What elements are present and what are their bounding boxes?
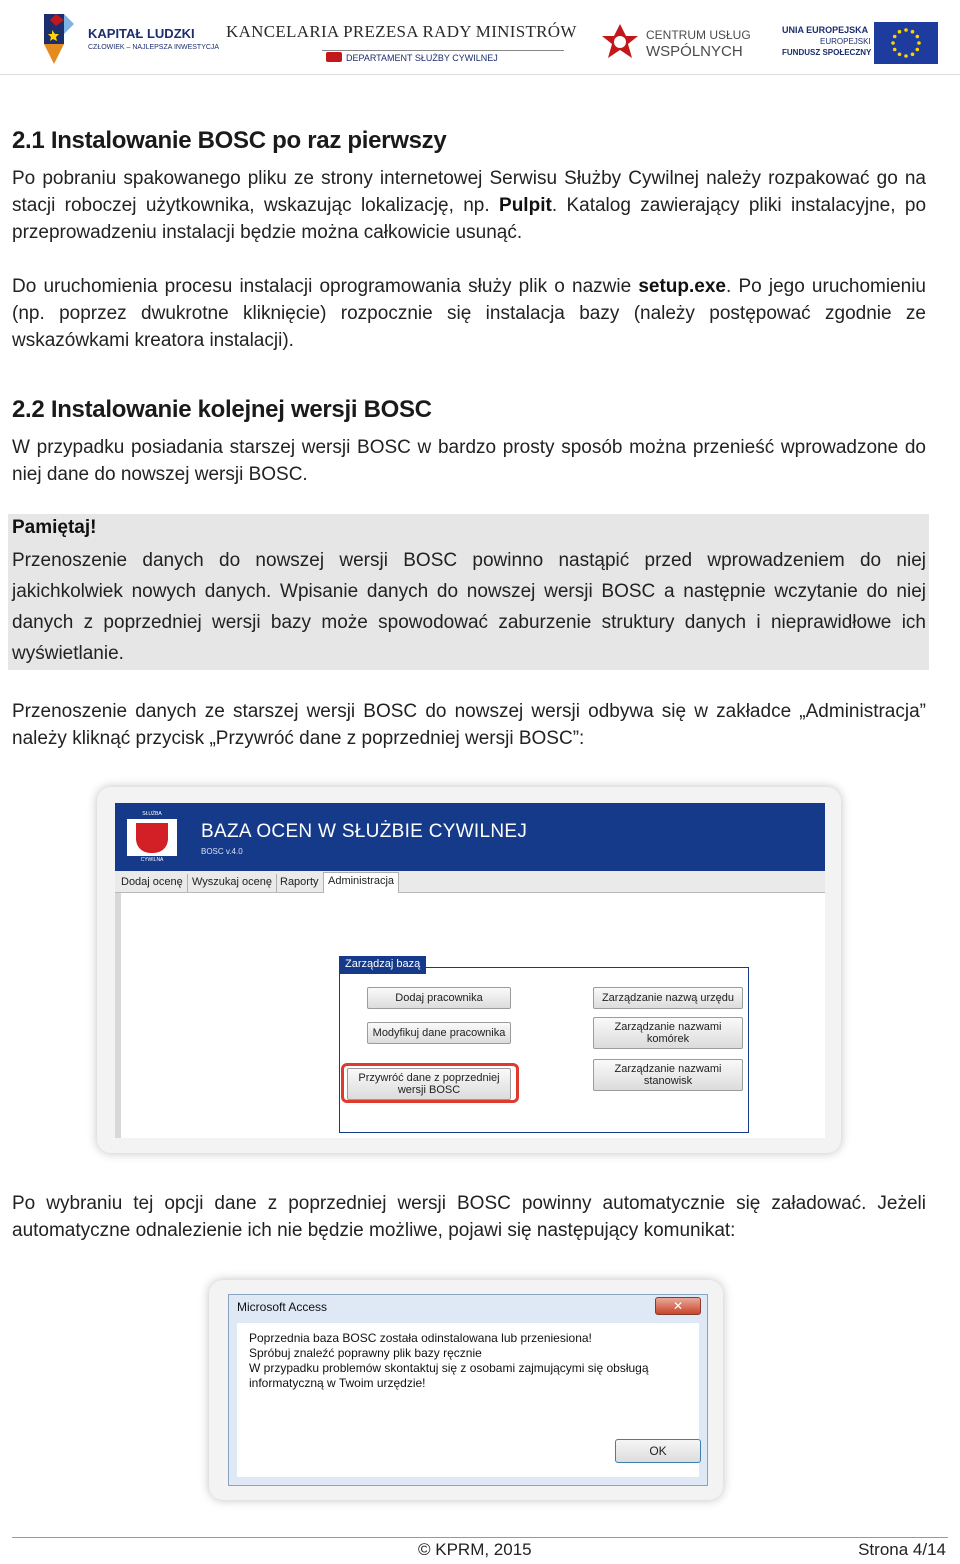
kapital-ludzki-mark-icon <box>42 10 76 64</box>
cuw-logo <box>600 22 760 62</box>
paragraph-download <box>12 165 926 246</box>
page-header <box>0 0 960 75</box>
tab-administracja[interactable]: Administracja <box>323 872 399 893</box>
dodaj-pracownika-button[interactable]: Dodaj pracownika <box>367 987 511 1009</box>
cuw-title-line2: WSPÓLNYCH <box>646 43 743 60</box>
eagle-icon <box>326 52 342 62</box>
kprm-logo <box>226 22 577 68</box>
footer-divider <box>12 1537 948 1538</box>
eu-line2: EUROPEJSKI <box>820 37 871 46</box>
paragraph-download-text-b: . Katalog zawierający pliki instalacyjne, po przeprowadzeniu instalacji będzie można całkowicie usunąć. <box>12 195 927 243</box>
modyfikuj-dane-pracownika-button[interactable]: Modyfikuj dane pracownika <box>367 1022 511 1044</box>
reminder-body: Przenoszenie danych do nowszej wersji BOSC powinno nastąpić przed wprowadzeniem do niej jakichkolwiek nowych danych. Wpisanie danych do nowszej wersji BOSC a następnie wczytanie do niej danych z poprzedniej wersji bazy może spowodować zaburzenie struktury danych i nieprawidłowe ich wyświetlanie. <box>12 550 926 664</box>
dialog-message-line: informatyczną w Twoim urzędzie! <box>249 1376 426 1390</box>
cuw-title-line1: CENTRUM USŁUG <box>646 28 751 42</box>
eu-line3: FUNDUSZ SPOŁECZNY <box>782 48 872 57</box>
eu-line1: UNIA EUROPEJSKA <box>782 25 869 35</box>
restore-button-highlight <box>341 1063 519 1103</box>
dialog-message-line: Poprzednia baza BOSC została odinstalowana lub przeniesiona! <box>249 1331 592 1345</box>
kapital-ludzki-logo <box>42 10 222 66</box>
paragraph-older-version: W przypadku posiadania starszej wersji BOSC w bardzo prosty sposób można przenieść wprowadzone do niej dane do nowszej wersji BOSC. <box>12 437 926 485</box>
bosc-app-header <box>115 803 825 871</box>
footer-copyright: © KPRM, 2015 <box>418 1540 532 1559</box>
tab-raporty[interactable]: Raporty <box>276 874 324 892</box>
zarzadzanie-nazwa-urzedu-button[interactable]: Zarządzanie nazwą urzędu <box>593 987 743 1009</box>
paragraph-setup <box>12 273 926 354</box>
dialog-message-line: Spróbuj znaleźć poprawny plik bazy ręcznie <box>249 1346 482 1360</box>
bosc-app-title: BAZA OCEN W SŁUŻBIE CYWILNEJ <box>201 821 528 842</box>
reminder-title: Pamiętaj! <box>12 517 97 538</box>
sluzba-cywilna-emblem <box>125 807 179 867</box>
paragraph-download-bold: Pulpit <box>499 195 552 216</box>
bosc-app-version: BOSC v.4.0 <box>201 847 243 856</box>
kprm-divider <box>322 50 564 51</box>
paragraph-setup-text-b: . Po jego uruchomieniu (np. poprzez dwukrotne kliknięcie) rozpocznie się instalacja bazy (należy postępować zgodnie ze wskazówkami kreatora instalacji). <box>12 276 927 351</box>
zarzadzanie-nazwami-stanowisk-button[interactable]: Zarządzanie nazwami stanowisk <box>593 1059 743 1091</box>
dialog-message-line: W przypadku problemów skontaktuj się z osobami zajmującymi się obsługą <box>249 1361 649 1375</box>
zarzadzanie-nazwami-komorek-button[interactable]: Zarządzanie nazwami komórek <box>593 1017 743 1049</box>
ok-button[interactable]: OK <box>615 1439 701 1463</box>
reminder-note <box>8 514 929 670</box>
paragraph-administration: Przenoszenie danych ze starszej wersji BOSC do nowszej wersji odbywa się w zakładce „Administracja” należy kliknąć przycisk „Przywróć dane z poprzedniej wersji BOSC”: <box>12 701 926 749</box>
kapital-ludzki-title: KAPITAŁ LUDZKI <box>88 26 195 41</box>
dialog-title: Microsoft Access <box>237 1300 328 1314</box>
cuw-mark-icon <box>600 22 640 62</box>
bosc-app-window <box>115 803 825 1138</box>
tab-wyszukaj-ocene[interactable]: Wyszukaj ocenę <box>188 874 277 892</box>
bosc-screenshot <box>97 787 841 1153</box>
paragraph-setup-bold: setup.exe <box>638 276 726 297</box>
emblem-bottom-text: CYWILNA <box>140 857 164 863</box>
paragraph-after-restore: Po wybraniu tej opcji dane z poprzedniej wersji BOSC powinny automatycznie się załadować. Jeżeli automatyczne odnalezienie ich nie będzie możliwe, pojawi się następujący komunikat: <box>12 1193 926 1241</box>
kprm-department: DEPARTAMENT SŁUŻBY CYWILNEJ <box>346 53 498 63</box>
kprm-title: KANCELARIA PREZESA RADY MINISTRÓW <box>226 22 577 41</box>
tab-dodaj-ocene[interactable]: Dodaj ocenę <box>117 874 188 892</box>
section-heading-2-2: 2.2 Instalowanie kolejnej wersji BOSC <box>12 396 432 423</box>
eu-flag-icon <box>874 22 938 64</box>
paragraph-setup-text-a: Do uruchomienia procesu instalacji oprogramowania służy plik o nazwie <box>12 276 639 297</box>
footer-page-number: Strona 4/14 <box>858 1540 946 1559</box>
bosc-tab-bar <box>115 871 825 893</box>
access-dialog-screenshot <box>209 1280 723 1500</box>
access-dialog <box>228 1294 708 1486</box>
paragraph-download-text-a: Po pobraniu spakowanego pliku ze strony internetowej Serwisu Służby Cywilnej należy rozpakować go na stacji roboczej użytkownika, wskazując lokalizację, np. <box>12 168 926 216</box>
dialog-message <box>249 1331 695 1391</box>
zarzadzaj-baza-label: Zarządzaj bazą <box>339 956 426 974</box>
emblem-top-text: SŁUŻBA <box>142 811 162 817</box>
przywroc-dane-button[interactable]: Przywróć dane z poprzedniej wersji BOSC <box>347 1068 511 1100</box>
kapital-ludzki-tagline: CZŁOWIEK – NAJLEPSZA INWESTYCJA <box>88 44 220 51</box>
eagle-shield-icon <box>136 823 168 853</box>
left-scroll-strip[interactable] <box>115 893 121 1138</box>
close-icon[interactable]: ✕ <box>655 1297 701 1315</box>
section-heading-2-1: 2.1 Instalowanie BOSC po raz pierwszy <box>12 127 447 154</box>
